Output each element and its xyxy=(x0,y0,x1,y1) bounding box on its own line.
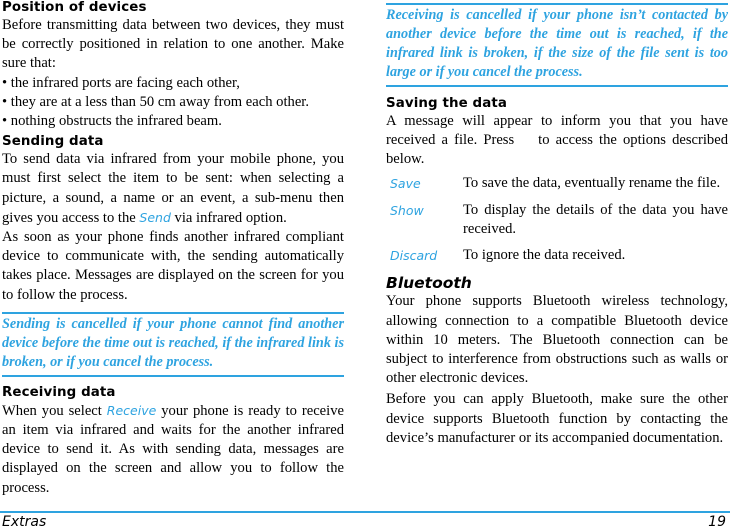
discard-option-desc: To ignore the data received. xyxy=(463,247,626,264)
receiving-heading: Receiving data xyxy=(2,384,116,400)
option-row xyxy=(386,174,728,201)
saving-heading: Saving the data xyxy=(386,96,508,111)
position-bullet-list xyxy=(2,74,344,132)
saving-paragraph xyxy=(386,112,728,170)
receiving-paragraph xyxy=(2,401,344,498)
footer-page-number: 19 xyxy=(708,514,726,530)
option-row xyxy=(386,201,728,246)
receive-menu-term: Receive xyxy=(106,402,157,418)
page-footer xyxy=(0,511,730,531)
bluetooth-paragraph-2: Before you can apply Bluetooth, make sure the other device supports Bluetooth function by contacting the device’s manufacturer or its accompanied documentation. xyxy=(386,391,728,446)
sending-paragraph-2: As soon as your phone finds another infrared compliant device to communicate with, the sending automatically takes place. Messages are displayed on the screen for you to follow the process. xyxy=(2,229,344,303)
discard-option-term: Discard xyxy=(390,248,438,264)
right-column xyxy=(386,0,728,448)
bluetooth-paragraph-1: Your phone supports Bluetooth wireless technology, allowing connection to a compatible Bluetooth device within 10 meters. The Bluetooth connection can be subject to interference from obstructions such as walls or other electronic devices. xyxy=(386,293,728,387)
show-option-term: Show xyxy=(390,202,424,218)
sending-paragraph-1 xyxy=(2,150,344,228)
text-fragment: When you select xyxy=(2,402,102,419)
sending-cancel-note: Sending is cancelled if your phone cannot find another device before the time out is reached, if the infrared link is broken, or if you cancel the process. xyxy=(2,312,344,377)
bluetooth-heading: Bluetooth xyxy=(386,274,472,293)
bullet-item: • the infrared ports are facing each other, xyxy=(2,74,344,93)
save-option-desc: To save the data, eventually rename the file. xyxy=(463,174,721,191)
bullet-item: • nothing obstructs the infrared beam. xyxy=(2,112,344,131)
show-option-desc: To display the details of the data you have received. xyxy=(463,201,728,238)
footer-section-title: Extras xyxy=(2,514,47,530)
received-data-options xyxy=(386,174,728,267)
text-fragment: To send data via infrared from your mobile phone, you must first select the item to be sent: when selecting a picture, a sound, a name or an event, a sub-menu then gives you access to the xyxy=(2,151,344,226)
text-fragment: via infrared option. xyxy=(174,209,287,226)
receiving-cancel-note: Receiving is cancelled if your phone isn’t contacted by another device before the time out is reached, if the infrared link is broken, if the size of the file sent is too large or if you cancel the process. xyxy=(386,3,728,87)
save-option-term: Save xyxy=(390,175,421,191)
position-intro: Before transmitting data between two devices, they must be correctly positioned in relation to one another. Make sure that: xyxy=(2,17,344,72)
text-fragment: A message will appear to inform you that you have received a file. Press xyxy=(386,113,728,149)
text-fragment: to access the options described below. xyxy=(386,132,728,168)
left-column xyxy=(2,0,344,498)
text-fragment: your phone is ready to receive an item via infrared and waits for the another infrared device to send it. As with sending data, messages are displayed on the screen and allow you to follow the process. xyxy=(2,402,344,496)
send-menu-term: Send xyxy=(139,209,171,225)
position-heading: Position of devices xyxy=(2,0,147,15)
sending-heading: Sending data xyxy=(2,134,104,150)
option-row xyxy=(386,246,728,266)
bullet-item: • they are at a less than 50 cm away from each other. xyxy=(2,93,344,112)
